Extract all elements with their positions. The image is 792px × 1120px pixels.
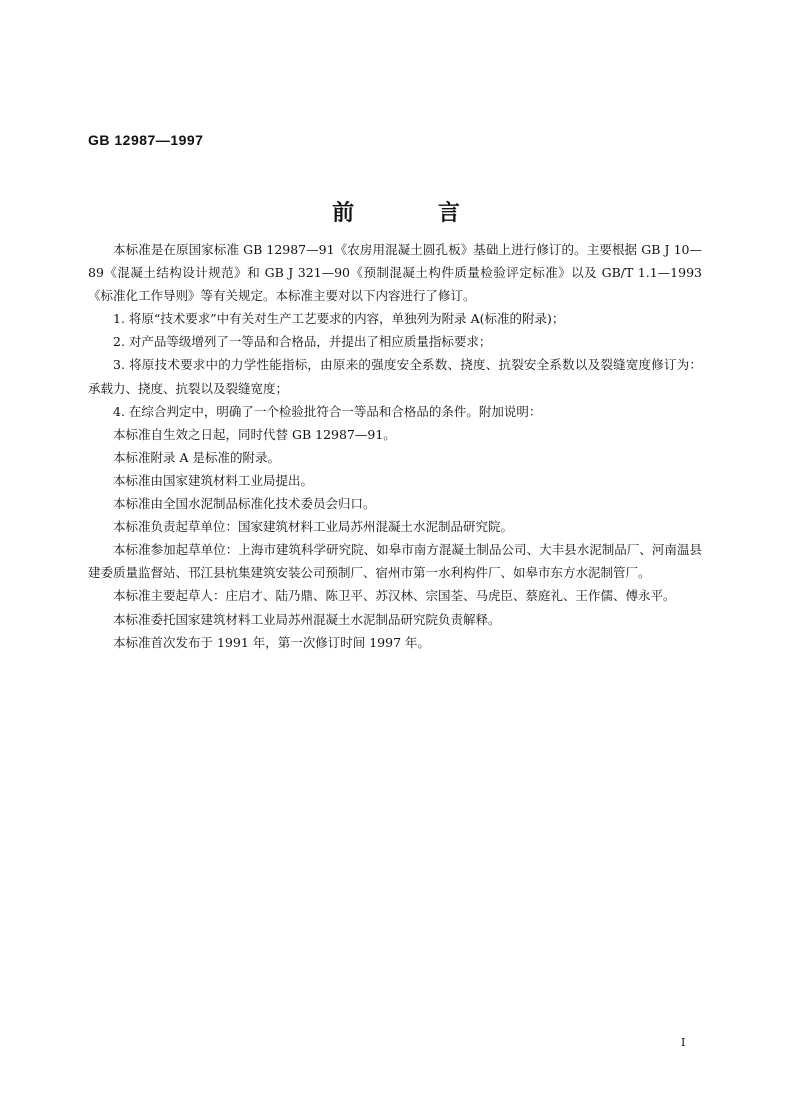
paragraph: 本标准参加起草单位：上海市建筑科学研究院、如皋市南方混凝土制品公司、大丰县水泥制品厂、河南温县建委质量监督站、邗江县杭集建筑安装公司预制厂、宿州市第一水利构件厂、如皋市东方水泥制管厂。 [88, 542, 702, 581]
paragraph: 本标准自生效之日起，同时代替 GB 12987—91。 [113, 426, 396, 442]
paragraph: 3. 将原技术要求中的力学性能指标，由原来的强度安全系数、挠度、抗裂安全系数以及裂缝宽度修订为：承载力、挠度、抗裂以及裂缝宽度； [88, 357, 702, 396]
paragraph: 本标准委托国家建筑材料工业局苏州混凝土水泥制品研究院负责解释。 [113, 611, 501, 627]
paragraph: 1. 将原“技术要求”中有关对生产工艺要求的内容，单独列为附录 A(标准的附录)； [113, 311, 565, 327]
paragraph: 4. 在综合判定中，明确了一个检验批符合一等品和合格品的条件。附加说明： [113, 403, 542, 419]
paragraph: 本标准首次发布于 1991 年，第一次修订时间 1997 年。 [113, 634, 431, 650]
paragraph: 本标准由国家建筑材料工业局提出。 [113, 472, 314, 488]
foreword-body [88, 238, 702, 654]
paragraph: 本标准附录 A 是标准的附录。 [113, 449, 280, 465]
paragraph: 本标准负责起草单位：国家建筑材料工业局苏州混凝土水泥制品研究院。 [113, 519, 514, 535]
standard-code: GB 12987—1997 [88, 132, 204, 148]
paragraph: 2. 对产品等级增列了一等品和合格品，并提出了相应质量指标要求； [113, 334, 492, 350]
page-title: 前 言 [332, 201, 498, 226]
page-number: I [681, 1036, 686, 1049]
paragraph: 本标准主要起草人：庄启才、陆乃鼎、陈卫平、苏汉林、宗国荃、马虎臣、蔡庭礼、王作儒、傅永平。 [113, 588, 676, 604]
paragraph: 本标准是在原国家标准 GB 12987—91《农房用混凝土圆孔板》基础上进行修订的。主要根据 GB J 10—89《混凝土结构设计规范》和 GB J 321—90《预制混凝土构件质量检验评定标准》以及 GB/T 1.1—1993《标准化工作导则》等有关规定。本标准主要对以下内容进行了修订。 [88, 242, 702, 304]
paragraph: 本标准由全国水泥制品标准化技术委员会归口。 [113, 496, 376, 512]
